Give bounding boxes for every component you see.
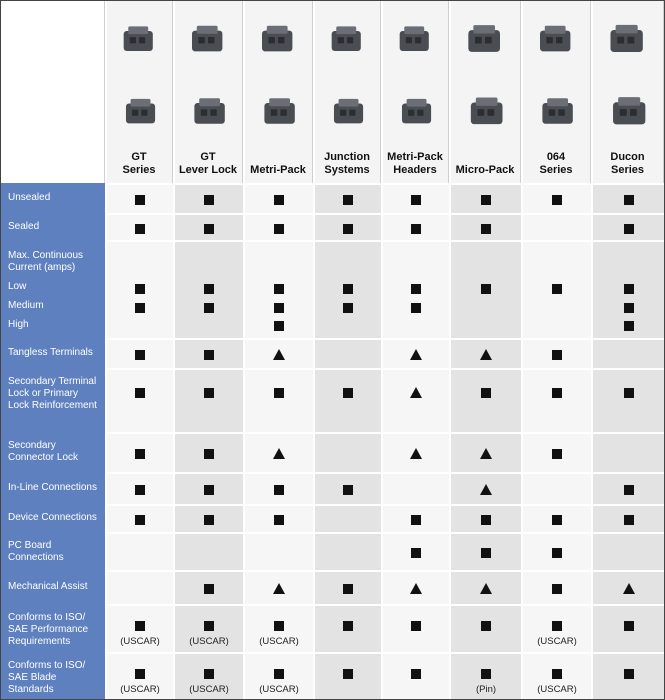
- row-label-line: PC Board: [8, 540, 52, 551]
- column-title: Metri-Pack Headers: [387, 151, 443, 176]
- row-label-line: Mechanical Assist: [8, 581, 88, 592]
- uscar-note: (USCAR): [189, 683, 229, 695]
- row-label-line: Max. Continuous: [8, 250, 84, 261]
- uscar-note: (USCAR): [537, 683, 577, 695]
- row-label-line: Connections: [8, 552, 64, 563]
- column-title: Micro-Pack: [455, 164, 515, 176]
- row-label-line: High: [8, 319, 29, 330]
- row-label-line: Tangless Terminals: [8, 347, 93, 358]
- uscar-note: (USCAR): [537, 635, 577, 647]
- uscar-note: (USCAR): [189, 635, 229, 647]
- row-label-line: Current (amps): [8, 262, 76, 273]
- row-label-line: Connector Lock: [8, 452, 79, 463]
- uscar-note: (USCAR): [120, 683, 160, 695]
- uscar-note: (Pin): [475, 683, 497, 695]
- column-title: Junction Systems: [324, 151, 370, 176]
- row-label-line: Conforms to ISO/: [8, 612, 86, 623]
- row-label-line: Medium: [8, 300, 44, 311]
- column-title: GT Series: [122, 151, 156, 176]
- column-title: Ducon Series: [610, 151, 645, 176]
- uscar-note: (USCAR): [259, 683, 299, 695]
- uscar-note: (USCAR): [259, 635, 299, 647]
- row-label-line: SAE Performance: [8, 624, 89, 635]
- column-title: 064 Series: [539, 151, 573, 176]
- row-label-line: Conforms to ISO/: [8, 660, 86, 671]
- row-label-line: SAE Blade: [8, 672, 57, 683]
- row-label-line: Secondary: [8, 440, 56, 451]
- row-label-line: Lock or Primary: [8, 388, 79, 399]
- row-label-line: In-Line Connections: [8, 482, 97, 493]
- column-title: Metri-Pack: [250, 164, 306, 176]
- row-label-line: Unsealed: [8, 192, 51, 203]
- column-title: GT Lever Lock: [178, 151, 238, 176]
- row-label-line: Sealed: [8, 220, 40, 232]
- row-label-line: Low: [8, 281, 27, 292]
- row-label-line: Device Connections: [8, 512, 97, 523]
- row-label-line: Lock Reinforcement: [8, 400, 97, 411]
- row-label-line: Requirements: [8, 636, 71, 647]
- uscar-note: (USCAR): [120, 635, 160, 647]
- row-label-line: Standards: [8, 684, 54, 695]
- row-label-line: Secondary Terminal: [8, 376, 97, 387]
